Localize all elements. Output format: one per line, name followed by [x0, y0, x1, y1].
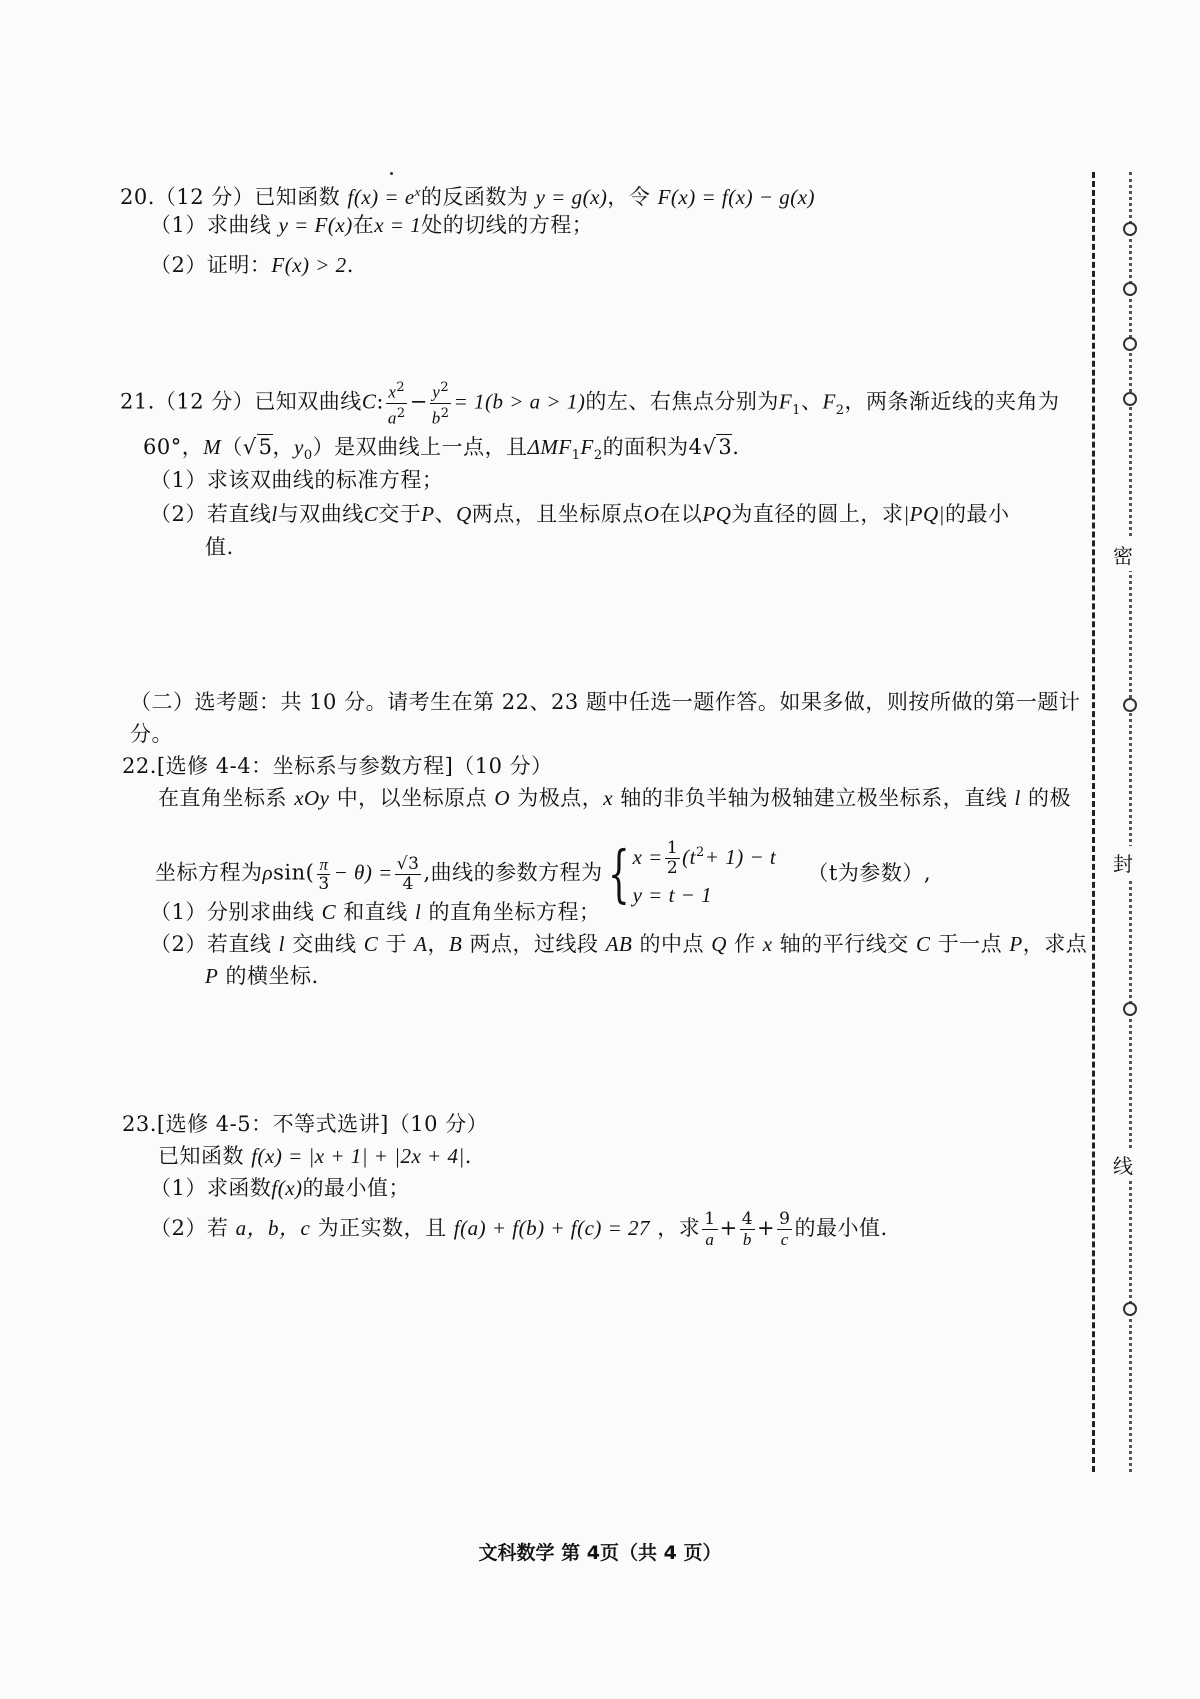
- fraction-x2-a2: $\frac{x^2}{a^2}$: [387, 380, 406, 428]
- binding-hole-icon: [1123, 1002, 1137, 1016]
- q20-stem: 20.（12 分）已知函数 $f(x) = e^x$的反函数为 y = g(x)，令 F(x) = f(x) − g(x): [120, 184, 816, 209]
- q23-part1: （1）求函数f(x)的最小值；: [150, 1176, 411, 1200]
- fraction-4-b: $\frac{4}{b}$: [741, 1209, 754, 1249]
- q21-part2-cont: 值.: [205, 535, 234, 559]
- seal-char-feng: 封: [1113, 846, 1133, 879]
- q23-heading: 23.[选修 4-5：不等式选讲]（10 分）: [122, 1112, 489, 1136]
- q21-part2: （2）若直线l与双曲线C交于P、Q两点，且坐标原点O在以PQ为直径的圆上，求|PQ|的最小: [150, 502, 1010, 526]
- elective-instructions: （二）选考题：共 10 分。请考生在第 22、23 题中任选一题作答。如果多做，则按所做的第一题计: [130, 690, 1081, 714]
- q22-heading: 22.[选修 4-4：坐标系与参数方程]（10 分）: [122, 754, 553, 778]
- q22-stem: 在直角坐标系 xOy 中，以坐标原点 O 为极点，x 轴的非负半轴为极轴建立极坐标系，直线 l 的极: [158, 786, 1071, 810]
- fraction-sqrt3-4: $\frac{√3}{4}$: [396, 853, 420, 894]
- q20-part1: （1）求曲线 y = F(x)在x = 1处的切线的方程；: [150, 213, 594, 237]
- fraction-9-c: $\frac{9}{c}$: [779, 1209, 791, 1249]
- q22-part1: （1）分别求曲线 C 和直线 l 的直角坐标方程；: [150, 900, 601, 924]
- q22-equations: 坐标方程为ρsin( $\frac{\pi}{3}$ − θ) = $\frac{√3}{4}$ ,曲线的参数方程为{ x = $\frac{1}{2}$ $(t^2+ 1) - t$ y = t − 1 （t为参数）,: [155, 837, 932, 910]
- fraction-y2-b2: $\frac{y^2}{b^2}$: [431, 380, 450, 428]
- binding-hole-icon: [1123, 698, 1137, 712]
- binding-hole-icon: [1123, 282, 1137, 296]
- binding-hole-icon: [1123, 392, 1137, 406]
- elective-instructions-cont: 分。: [130, 722, 173, 746]
- fraction-pi-3: $\frac{\pi}{3}$: [318, 854, 330, 894]
- seal-dotted-line: [1129, 172, 1132, 1472]
- seal-char-xian: 线: [1113, 1148, 1133, 1181]
- binding-hole-icon: [1123, 337, 1137, 351]
- q21-part1: （1）求该双曲线的标准方程；: [150, 468, 444, 492]
- seal-char-mi: 密: [1113, 538, 1133, 571]
- page-footer: 文科数学 第 4页（共 4 页）: [478, 1542, 722, 1564]
- parametric-system: x = $\frac{1}{2}$ $(t^2+ 1) - t$ y = t − 1: [632, 838, 777, 907]
- seal-dashed-line: [1092, 172, 1095, 1472]
- scan-speck: [390, 172, 393, 175]
- binding-hole-icon: [1123, 222, 1137, 236]
- q21-stem-cont: 60°，M（√5，$y_0$）是双曲线上一点，且$\Delta MF_1F_2$的面积为4√3.: [143, 435, 740, 464]
- q23-part2: （2）若 a，b，c 为正实数，且 f(a) + f(b) + f(c) = 27 ，求 $\frac{1}{a}$ + $\frac{4}{b}$ + $\frac{9}{c}$ 的最小值.: [150, 1209, 888, 1249]
- q22-part2-cont: P 的横坐标.: [205, 964, 319, 988]
- q20-part2: （2）证明：F(x) > 2.: [150, 253, 354, 277]
- q23-stem: 已知函数 f(x) = |x + 1| + |2x + 4|.: [158, 1144, 472, 1168]
- q21-stem: 21.（12 分）已知双曲线C: $\frac{x^2}{a^2}$ − $\frac{y^2}{b^2}$ = 1(b > a > 1)的左、右焦点分别为$F_1$、$F_2$，两条渐近线的夹角为: [120, 380, 1060, 428]
- fraction-1-a: $\frac{1}{a}$: [704, 1209, 716, 1249]
- q22-part2: （2）若直线 l 交曲线 C 于 A，B 两点，过线段 AB 的中点 Q 作 x 轴的平行线交 C 于一点 P，求点: [150, 932, 1088, 956]
- binding-hole-icon: [1123, 1302, 1137, 1316]
